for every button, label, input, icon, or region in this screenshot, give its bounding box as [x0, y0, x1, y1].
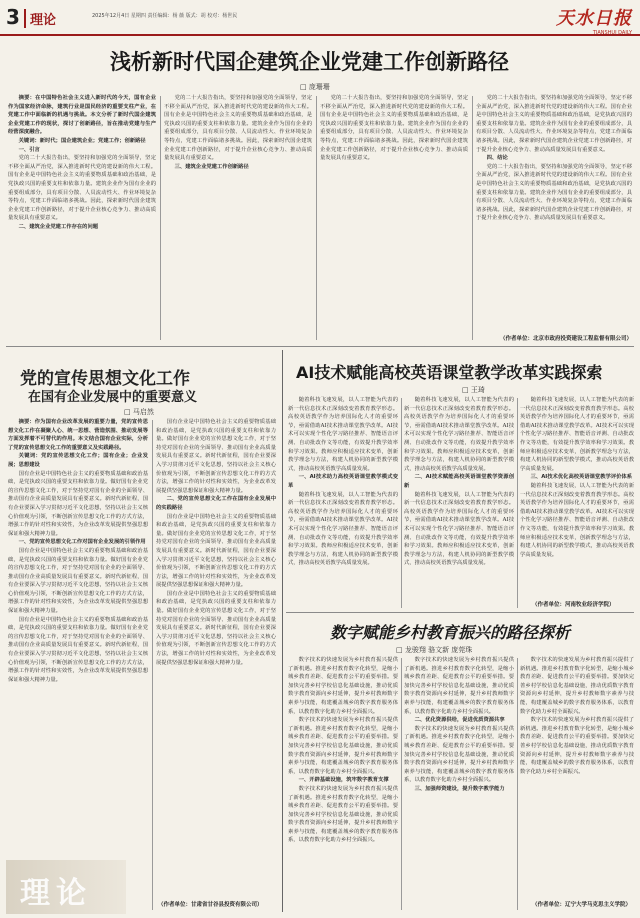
article3-col1	[288, 396, 398, 610]
article2-col2	[156, 418, 276, 912]
article2-abstract: 摘要：作为国有企业改革发展的重要力量，党的宣传思想文化工作在凝聚人心、统一思想、营造氛围、推动发展等方面发挥着不可替代的作用。本文结合国有企业实际，分析了党的宣传思想文化工作的重要意义及实践路径。	[8, 419, 148, 451]
article3-paragraph-5: 随着科技飞速发展，以人工智能为代表的新一代信息技术正深刻改变着教育教学形态。高校英语教学作为培养国际化人才的重要环节，亟需借助AI技术推动课堂教学改革。AI技术可以实现个性化学习路径推荐、智能语音评测、自动批改作文等功能，有效提升教学效率和学习效果。教师应积极适应技术变革，创新教学理念与方法，构建人机协同的新型教学模式，推动高校英语教学高质量发展。	[520, 397, 634, 472]
article3-heading-3: 三、AI技术优化高校英语课堂教学评价体系	[530, 474, 633, 481]
article4-col1	[288, 656, 398, 912]
article4-heading-2: 二、优化资源供给，促进优质资源共享	[414, 717, 505, 724]
article4-col2	[404, 656, 514, 912]
article1-heading-1: 一、引言	[18, 146, 40, 153]
article4-paragraph-5: 数字技术的快速发展为乡村教育振兴提供了新机遇。推进乡村教育数字化转型，是缩小城乡教育差距、促进教育公平的重要举措。要加快完善乡村学校信息化基础设施，推动优质数字教育资源向乡村延伸，提升乡村教师数字素养与技能，构建覆盖城乡的数字教育服务体系，以教育数字化助力乡村全面振兴。	[404, 725, 514, 784]
article1-unit: （作者单位：北京市政府投资建设工程监督有限公司）	[500, 336, 633, 342]
article3-heading-2: 二、AI技术赋能高校英语课堂教学资源创新	[404, 474, 514, 489]
article4-paragraph-4: 数字技术的快速发展为乡村教育振兴提供了新机遇。推进乡村教育数字化转型，是缩小城乡教育差距、促进教育公平的重要举措。要加快完善乡村学校信息化基础设施，推动优质数字教育资源向乡村延伸，提升乡村教师数字素养与技能，构建覆盖城乡的数字教育服务体系，以教育数字化助力乡村全面振兴。	[404, 657, 514, 715]
section-name: 理论	[24, 9, 56, 28]
article3-col3	[520, 396, 634, 596]
article1-heading-4: 四、结论	[486, 155, 508, 162]
article1-author: □ 庞珊珊	[300, 83, 330, 91]
article1-abstract: 摘要：在中国特色社会主义进入新时代的今天，国有企业作为国家经济命脉，建筑行业是国民经济的重要支柱产业，在党建工作中面临新的机遇与挑战。本文分析了新时代国企建筑企业党建工作的现状，探讨了创新路径，旨在推动党建与生产经营深度融合。	[8, 95, 156, 136]
article2-paragraph-6: 国有企业是中国特色社会主义的重要物质基础和政治基础，是党执政兴国的重要支柱和依靠力量。做好国有企业党的宣传思想文化工作，对于坚持党对国有企业的全面领导、推动国有企业高质量发展具有重要意义。新时代新征程，国有企业要深入学习贯彻习近平文化思想，坚持以社会主义核心价值观为引领，不断创新宣传思想文化工作的方式方法，增强工作的针对性和实效性，为企业改革发展提供坚强思想保证和强大精神力量。	[156, 590, 276, 666]
logo-subtitle: TIANSHUI DAILY	[592, 30, 632, 36]
article3-paragraph: 随着科技飞速发展，以人工智能为代表的新一代信息技术正深刻改变着教育教学形态。高校英语教学作为培养国际化人才的重要环节，亟需借助AI技术推动课堂教学改革。AI技术可以实现个性化学习路径推荐、智能语音评测、自动批改作文等功能，有效提升教学效率和学习效果。教师应积极适应技术变革，创新教学理念与方法，构建人机协同的新型教学模式，推动高校英语教学高质量发展。	[288, 397, 398, 472]
article3-heading-1: 一、AI技术助力高校英语课堂教学模式变革	[288, 474, 398, 489]
article1-col3	[320, 94, 468, 344]
article3-author: □ 王琦	[462, 386, 485, 394]
article4-heading-1: 一、开辟基础设施，筑牢数字教育支撑	[298, 777, 389, 784]
edition-meta: 2025年12月4日 星期四 责任编辑：杨 薇 版式：胡 校对：杨世民	[92, 13, 238, 19]
article1-col4	[476, 94, 632, 344]
article4-title: 数字赋能乡村教育振兴的路径探析	[330, 623, 571, 642]
article2-keywords: 关键词：党的宣传思想文化工作；国有企业；企业发展；思想建设	[8, 453, 148, 468]
article1-keywords: 关键词：新时代；国企建筑企业；党建工作；创新路径	[18, 137, 146, 144]
article2-paragraph: 国有企业是中国特色社会主义的重要物质基础和政治基础，是党执政兴国的重要支柱和依靠力量。做好国有企业党的宣传思想文化工作，对于坚持党对国有企业的全面领导、推动国有企业高质量发展具有重要意义。新时代新征程，国有企业要深入学习贯彻习近平文化思想，坚持以社会主义核心价值观为引领，不断创新宣传思想文化工作的方式方法，增强工作的针对性和实效性，为企业改革发展提供坚强思想保证和强大精神力量。	[8, 470, 148, 537]
section-watermark	[6, 860, 126, 914]
page-number: 3	[6, 5, 20, 29]
article1-paragraph-3: 党的二十大报告指出，要坚持和加强党的全面领导，坚定不移全面从严治党，深入推进新时代党的建设新的伟大工程。国有企业是中国特色社会主义的重要物质基础和政治基础，是党执政兴国的重要支柱和依靠力量。建筑企业作为国有企业的重要组成部分，具有项目分散、人员流动性大、作业环境复杂等特点，党建工作面临诸多挑战。因此，探索新时代国企建筑企业党建工作创新路径，对于提升企业核心竞争力、推动高质量发展具有重要意义。	[320, 95, 468, 162]
article3-paragraph-2: 随着科技飞速发展，以人工智能为代表的新一代信息技术正深刻改变着教育教学形态。高校英语教学作为培养国际化人才的重要环节，亟需借助AI技术推动课堂教学改革。AI技术可以实现个性化学习路径推荐、智能语音评测、自动批改作文等功能，有效提升教学效率和学习效果。教师应积极适应技术变革，创新教学理念与方法，构建人机协同的新型教学模式，推动高校英语教学高质量发展。	[288, 491, 398, 567]
article4-author: □ 龙骏翔 骆文新 庞莞珠	[396, 646, 473, 654]
article1-col2	[164, 94, 312, 344]
article4-paragraph-7: 数字技术的快速发展为乡村教育振兴提供了新机遇。推进乡村教育数字化转型，是缩小城乡教育差距、促进教育公平的重要举措。要加快完善乡村学校信息化基础设施，推动优质数字教育资源向乡村延伸，提升乡村教师数字素养与技能，构建覆盖城乡的数字教育服务体系，以教育数字化助力乡村全面振兴。	[520, 717, 634, 775]
article3-col2	[404, 396, 514, 610]
article2-paragraph-5: 国有企业是中国特色社会主义的重要物质基础和政治基础，是党执政兴国的重要支柱和依靠力量。做好国有企业党的宣传思想文化工作，对于坚持党对国有企业的全面领导、推动国有企业高质量发展具有重要意义。新时代新征程，国有企业要深入学习贯彻习近平文化思想，坚持以社会主义核心价值观为引领，不断创新宣传思想文化工作的方式方法，增强工作的针对性和实效性，为企业改革发展提供坚强思想保证和强大精神力量。	[156, 513, 276, 589]
article2-col1	[8, 418, 148, 854]
article4-heading-3: 三、加强师资建设，提升数字教学能力	[414, 785, 505, 792]
article1-paragraph-4: 党的二十大报告指出，要坚持和加强党的全面领导，坚定不移全面从严治党，深入推进新时代党的建设新的伟大工程。国有企业是中国特色社会主义的重要物质基础和政治基础，是党执政兴国的重要支柱和依靠力量。建筑企业作为国有企业的重要组成部分，具有项目分散、人员流动性大、作业环境复杂等特点，党建工作面临诸多挑战。因此，探索新时代国企建筑企业党建工作创新路径，对于提升企业核心竞争力、推动高质量发展具有重要意义。	[476, 95, 632, 153]
article2-paragraph-4: 国有企业是中国特色社会主义的重要物质基础和政治基础，是党执政兴国的重要支柱和依靠力量。做好国有企业党的宣传思想文化工作，对于坚持党对国有企业的全面领导、推动国有企业高质量发展具有重要意义。新时代新征程，国有企业要深入学习贯彻习近平文化思想，坚持以社会主义核心价值观为引领，不断创新宣传思想文化工作的方式方法，增强工作的针对性和实效性，为企业改革发展提供坚强思想保证和强大精神力量。	[156, 419, 276, 494]
article1-heading-3: 三、建筑企业党建工作创新路径	[174, 163, 249, 170]
article2-title-line1: 党的宣传思想文化工作	[20, 369, 190, 389]
article2-heading-2: 二、党的宣传思想文化工作在国有企业发展中的实践路径	[156, 496, 276, 511]
article4-paragraph-2: 数字技术的快速发展为乡村教育振兴提供了新机遇。推进乡村教育数字化转型，是缩小城乡教育差距、促进教育公平的重要举措。要加快完善乡村学校信息化基础设施，推动优质数字教育资源向乡村延伸，提升乡村教师数字素养与技能，构建覆盖城乡的数字教育服务体系，以教育数字化助力乡村全面振兴。	[288, 717, 398, 775]
article1-paragraph-5: 党的二十大报告指出，要坚持和加强党的全面领导，坚定不移全面从严治党，深入推进新时代党的建设新的伟大工程。国有企业是中国特色社会主义的重要物质基础和政治基础，是党执政兴国的重要支柱和依靠力量。建筑企业作为国有企业的重要组成部分，具有项目分散、人员流动性大、作业环境复杂等特点，党建工作面临诸多挑战。因此，探索新时代国企建筑企业党建工作创新路径，对于提升企业核心竞争力、推动高质量发展具有重要意义。	[476, 163, 632, 222]
article2-paragraph-2: 国有企业是中国特色社会主义的重要物质基础和政治基础，是党执政兴国的重要支柱和依靠力量。做好国有企业党的宣传思想文化工作，对于坚持党对国有企业的全面领导、推动国有企业高质量发展具有重要意义。新时代新征程，国有企业要深入学习贯彻习近平文化思想，坚持以社会主义核心价值观为引领，不断创新宣传思想文化工作的方式方法，增强工作的针对性和实效性，为企业改革发展提供坚强思想保证和强大精神力量。	[8, 547, 148, 615]
article1-title: 浅析新时代国企建筑企业党建工作创新路径	[110, 50, 509, 74]
article1-paragraph: 党的二十大报告指出，要坚持和加强党的全面领导，坚定不移全面从严治党，深入推进新时代党的建设新的伟大工程。国有企业是中国特色社会主义的重要物质基础和政治基础，是党执政兴国的重要支柱和依靠力量。建筑企业作为国有企业的重要组成部分，具有项目分散、人员流动性大、作业环境复杂等特点，党建工作面临诸多挑战。因此，探索新时代国企建筑企业党建工作创新路径，对于提升企业核心竞争力、推动高质量发展具有重要意义。	[8, 155, 156, 222]
article4-paragraph-3: 数字技术的快速发展为乡村教育振兴提供了新机遇。推进乡村教育数字化转型，是缩小城乡教育差距、促进教育公平的重要举措。要加快完善乡村学校信息化基础设施，推动优质数字教育资源向乡村延伸，提升乡村教师数字素养与技能，构建覆盖城乡的数字教育服务体系，以教育数字化助力乡村全面振兴。	[288, 785, 398, 844]
article4-paragraph-6: 数字技术的快速发展为乡村教育振兴提供了新机遇。推进乡村教育数字化转型，是缩小城乡教育差距、促进教育公平的重要举措。要加快完善乡村学校信息化基础设施，推动优质数字教育资源向乡村延伸，提升乡村教师数字素养与技能，构建覆盖城乡的数字教育服务体系，以教育数字化助力乡村全面振兴。	[520, 657, 634, 715]
watermark-text: 理论	[20, 876, 92, 911]
article3-title: AI技术赋能高校英语课堂教学改革实践探索	[296, 363, 603, 382]
logo-text: 天水日报	[556, 8, 632, 29]
article3-paragraph-6: 随着科技飞速发展，以人工智能为代表的新一代信息技术正深刻改变着教育教学形态。高校英语教学作为培养国际化人才的重要环节，亟需借助AI技术推动课堂教学改革。AI技术可以实现个性化学习路径推荐、智能语音评测、自动批改作文等功能，有效提升教学效率和学习效果。教师应积极适应技术变革，创新教学理念与方法，构建人机协同的新型教学模式，推动高校英语教学高质量发展。	[520, 482, 634, 558]
article3-paragraph-3: 随着科技飞速发展，以人工智能为代表的新一代信息技术正深刻改变着教育教学形态。高校英语教学作为培养国际化人才的重要环节，亟需借助AI技术推动课堂教学改革。AI技术可以实现个性化学习路径推荐、智能语音评测、自动批改作文等功能，有效提升教学效率和学习效果。教师应积极适应技术变革，创新教学理念与方法，构建人机协同的新型教学模式，推动高校英语教学高质量发展。	[404, 397, 514, 472]
article3-paragraph-4: 随着科技飞速发展，以人工智能为代表的新一代信息技术正深刻改变着教育教学形态。高校英语教学作为培养国际化人才的重要环节，亟需借助AI技术推动课堂教学改革。AI技术可以实现个性化学习路径推荐、智能语音评测、自动批改作文等功能，有效提升教学效率和学习效果。教师应积极适应技术变革，创新教学理念与方法，构建人机协同的新型教学模式，推动高校英语教学高质量发展。	[404, 491, 514, 567]
article4-col3	[520, 656, 634, 896]
article2-heading-1: 一、党的宣传思想文化工作对国有企业发展的引领作用	[18, 539, 146, 546]
article4-unit: （作者单位：辽宁大学马克思主义学院）	[532, 902, 632, 908]
article4-paragraph: 数字技术的快速发展为乡村教育振兴提供了新机遇。推进乡村教育数字化转型，是缩小城乡教育差距、促进教育公平的重要举措。要加快完善乡村学校信息化基础设施，推动优质数字教育资源向乡村延伸，提升乡村教师数字素养与技能，构建覆盖城乡的数字教育服务体系，以教育数字化助力乡村全面振兴。	[288, 657, 398, 715]
newspaper-logo	[556, 4, 632, 36]
article2-title-line2: 在国有企业发展中的重要意义	[28, 390, 198, 405]
article1-heading-2: 二、建筑企业党建工作存在的问题	[18, 223, 99, 230]
page-header	[0, 0, 640, 36]
article2-author: □ 马启然	[124, 408, 154, 416]
article2-unit: （作者单位：甘肃省甘谷县投资有限公司）	[158, 902, 263, 908]
article1-paragraph-2: 党的二十大报告指出，要坚持和加强党的全面领导，坚定不移全面从严治党，深入推进新时代党的建设新的伟大工程。国有企业是中国特色社会主义的重要物质基础和政治基础，是党执政兴国的重要支柱和依靠力量。建筑企业作为国有企业的重要组成部分，具有项目分散、人员流动性大、作业环境复杂等特点，党建工作面临诸多挑战。因此，探索新时代国企建筑企业党建工作创新路径，对于提升企业核心竞争力、推动高质量发展具有重要意义。	[164, 95, 312, 162]
article2-paragraph-3: 国有企业是中国特色社会主义的重要物质基础和政治基础，是党执政兴国的重要支柱和依靠力量。做好国有企业党的宣传思想文化工作，对于坚持党对国有企业的全面领导、推动国有企业高质量发展具有重要意义。新时代新征程，国有企业要深入学习贯彻习近平文化思想，坚持以社会主义核心价值观为引领，不断创新宣传思想文化工作的方式方法，增强工作的针对性和实效性，为企业改革发展提供坚强思想保证和强大精神力量。	[8, 616, 148, 683]
article3-unit: （作者单位：河南牧业经济学院）	[532, 602, 615, 608]
article1-col1	[8, 94, 156, 344]
